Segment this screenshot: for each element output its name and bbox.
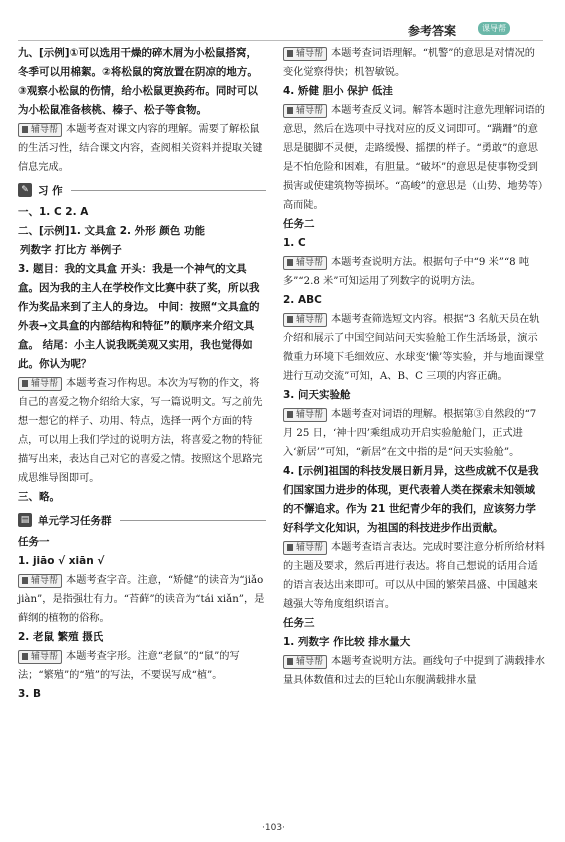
tutor-tag: 辅导帮 <box>283 655 327 669</box>
header-title: 参考答案 <box>408 24 457 38</box>
task-1-q2: 2. 老鼠 繁殖 摄氏 <box>18 631 104 643</box>
page-number: ·103· <box>262 823 285 833</box>
task-1-q1-note: 辅导帮 本题考查字音。注意，“矫健”的读音为“jiǎo jiàn”，是指强壮有力。“苔藓”的读音为“tái xiǎn”，是藓纲的植物的俗称。 <box>18 575 265 624</box>
section-rule <box>71 190 266 191</box>
tutor-tag: 辅导帮 <box>283 47 327 61</box>
tutor-tag: 辅导帮 <box>283 541 327 555</box>
answer-9: 九、[示例]①可以选用干燥的碎木屑为小松鼠搭窝，冬季可以用棉絮。②将松鼠的窝放置在阴凉的地方。③观察小松鼠的伤情，给小松鼠更换药布。同时可以为小松鼠准备核桃、榛子、松子等食物。 <box>18 47 258 116</box>
book-icon: ▤ <box>18 513 32 527</box>
left-column <box>18 44 266 704</box>
tutor-tag: 辅导帮 <box>18 377 62 391</box>
xizuo-1: 一、1. C 2. A <box>18 206 89 218</box>
task-3-q1: 1. 列数字 作比较 排水量大 <box>283 636 411 648</box>
header-badge: 课导帮 <box>478 22 510 35</box>
answer-9-note: 辅导帮 本题考查对课文内容的理解。需要了解松鼠的生活习性，结合课文内容，查阅相关资料并提取关键信息完成。 <box>18 124 263 173</box>
task-3-q1-note: 辅导帮 本题考查说明方法。画线句子中提到了满载排水量具体数值和过去的巨轮山东舰满载排水量 <box>283 656 545 686</box>
answer-r4-note: 辅导帮 本题考查反义词。解答本题时注意先理解词语的意思，然后在选项中寻找对应的反义词即可。“蹒跚”的意思是腿脚不灵便，走路缓慢、摇摆的样子。“勇敢”的意思是不怕危险和困难，有胆量。“破坏”的意思是使事物受到损害或使建筑物等损坏。“高峻”的意思是（山势、地势等）高而陡。 <box>283 105 545 211</box>
header-divider <box>18 40 543 41</box>
task-1-q2-note: 辅导帮 本题考查字形。注意“老鼠”的“鼠”的写法；“繁殖”的“殖”的写法，不要误写成“植”。 <box>18 651 240 681</box>
xizuo-2-note: 辅导帮 本题考查习作构思。本次为写物的作文，将自己的喜爱之物介绍给大家，写一篇说明文。写之前先想一想它的样子、功用、特点，选择一两个方面的特点，可以用上我们学过的说明方法，将喜爱之物的特征描写出来，表达自己对它的喜爱之情。按照这个思路完成思维导图即可。 <box>18 378 263 484</box>
task-2-q2: 2. ABC <box>283 294 322 306</box>
task-2-q3-note: 辅导帮 本题考查对词语的理解。根据第③自然段的“7 月 25 日，‘神十四’乘组成功开启实验舱舱门，正式进入‘新居’”可知，“新居”在文中指的是“问天实验舱”。 <box>283 409 537 458</box>
tutor-tag: 辅导帮 <box>283 408 327 422</box>
task-2-q1: 1. C <box>283 237 306 249</box>
tutor-tag: 辅导帮 <box>18 123 62 137</box>
task-2-q1-note: 辅导帮 本题考查说明方法。根据句子中“9 米”“8 吨多”“2.8 米”可知运用了列数字的说明方法。 <box>283 257 530 287</box>
xizuo-3: 三、略。 <box>18 491 60 503</box>
task-1-q3: 3. B <box>18 688 41 700</box>
task-2-q4: 4. [示例]祖国的科技发展日新月异，这些成就不仅是我们国家国力进步的体现，更代表着人类在探索未知领域的不懈追求。作为 21 世纪青少年的我们，应该努力学好科学文化知识，为祖国的科技进步作出贡献。 <box>283 465 539 534</box>
pencil-icon: ✎ <box>18 183 32 197</box>
section-unit-label: 单元学习任务群 <box>38 514 112 527</box>
answer-r4: 4. 矫健 胆小 保护 低洼 <box>283 85 393 97</box>
page-header <box>0 0 565 44</box>
section-xizuo-label: 习 作 <box>38 184 63 197</box>
section-unit-tasks <box>18 509 266 531</box>
right-column <box>283 44 545 690</box>
section-rule <box>120 520 267 521</box>
tutor-tag: 辅导帮 <box>18 650 62 664</box>
tutor-tag: 辅导帮 <box>18 574 62 588</box>
tutor-tag: 辅导帮 <box>283 256 327 270</box>
xizuo-2-line2: 列数字 打比方 举例子 <box>20 244 122 256</box>
task-2-q2-note: 辅导帮 本题考查筛选短文内容。根据“3 名航天员在轨介绍和展示了中国空间站问天实验舱工作生活场景，演示微重力环境下毛细效应、水球变‘懒’等实验，并与地面课堂进行互动交流”可知，A、B、C 三项的内容正确。 <box>283 314 545 382</box>
task-1-heading: 任务一 <box>18 536 50 548</box>
task-3-heading: 任务三 <box>283 617 315 629</box>
task-2-heading: 任务二 <box>283 218 315 230</box>
xizuo-2-line1: 二、[示例]1. 文具盒 2. 外形 颜色 功能 <box>18 225 205 237</box>
task-2-q4-note: 辅导帮 本题考查语言表达。完成时要注意分析所给材料的主题及要求，然后再进行表达。将自己想说的话用合适的语言表达出来即可。可以从中国的繁荣昌盛、中国越来越强大等角度组织语言。 <box>283 542 545 610</box>
xizuo-2-3: 3. 题目：我的文具盒 开头：我是一个神气的文具盒。因为我的主人在学校作文比赛中获了奖，所以我作为奖品来到了主人的身边。 中间：按照“文具盒的外表→文具盒的内部结构和特征”的顺序来介绍文具盒。 结尾：小主人说我既美观又实用，我也觉得如此。你认为呢？ <box>18 263 260 370</box>
task-1-q1: 1. jiāo √ xiān √ <box>18 555 105 567</box>
tutor-tag: 辅导帮 <box>283 313 327 327</box>
tutor-tag: 辅导帮 <box>283 104 327 118</box>
task-2-q3: 3. 问天实验舱 <box>283 389 351 401</box>
answer-r1-note: 辅导帮 本题考查词语理解。“机警”的意思是对情况的变化觉察得快；机智敏锐。 <box>283 48 535 78</box>
section-xizuo <box>18 179 266 201</box>
